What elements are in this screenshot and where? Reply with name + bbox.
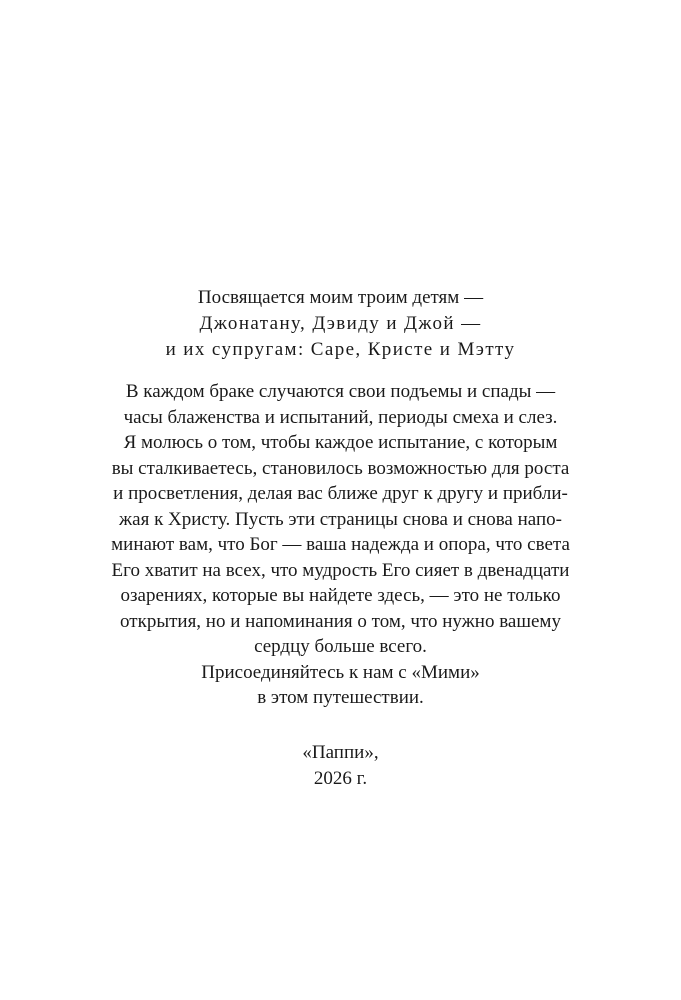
message-line: жая к Христу. Пусть эти страницы снова и снова напо- [119,508,562,530]
dedication [0,285,681,363]
signature-name: «Паппи», [302,742,379,763]
signature [0,740,681,792]
message-line: Его хватит на всех, что мудрость Его сияет в двенадцати [111,559,570,581]
message-line: озарениях, которые вы найдете здесь, — это не только [120,585,561,606]
signature-year: 2026 г. [313,768,368,789]
message-line: Я молюсь о том, чтобы каждое испытание, с которым [123,432,558,453]
message-line: минают вам, что Бог — ваша надежда и опора, что света [111,534,570,555]
message-line: В каждом браке случаются свои подъемы и спады — [125,381,556,402]
message-line: и просветления, делая вас ближе друг к другу и прибли- [113,483,568,504]
dedication-message [0,379,681,711]
message-line: часы блаженства и испытаний, периоды смеха и слез. [123,406,558,428]
dedication-line: Джонатану, Дэвиду и Джой — [199,313,482,334]
message-line: вы сталкиваетесь, становилось возможностью для роста [111,457,570,479]
dedication-line: и их супругам: Саре, Кристе и Мэтту [165,339,516,360]
message-line: открытия, но и напоминания о том, что нужно вашему [120,610,561,632]
message-line: в этом путешествии. [257,687,424,708]
dedication-line: Посвящается моим троим детям — [197,287,484,308]
message-line: Присоединяйтесь к нам с «Мими» [201,661,480,683]
message-line: сердцу больше всего. [254,636,427,657]
